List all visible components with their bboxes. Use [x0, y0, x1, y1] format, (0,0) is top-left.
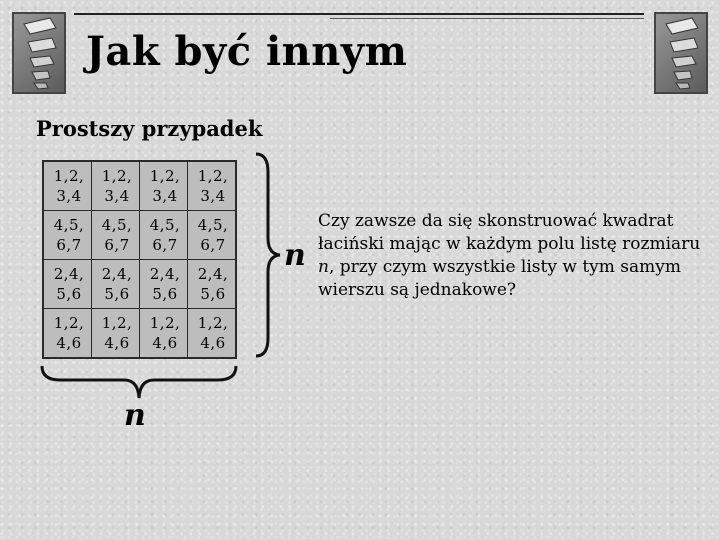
grid-cell — [188, 260, 237, 309]
bottom-brace — [38, 362, 240, 402]
cell-line-2: 3,4 — [56, 187, 82, 205]
cell-list — [140, 211, 187, 255]
grid-row — [43, 161, 236, 211]
cell-line-1: 1,2, — [149, 167, 181, 185]
cell-line-2: 6,7 — [56, 236, 82, 254]
cell-line-2: 6,7 — [200, 236, 226, 254]
cell-line-2: 3,4 — [152, 187, 178, 205]
cell-list — [44, 211, 91, 255]
cell-line-2: 5,6 — [104, 285, 130, 303]
cell-line-2: 5,6 — [56, 285, 82, 303]
cell-list — [92, 260, 139, 304]
bottom-brace-label: n — [124, 398, 146, 433]
slide-title: Jak być innym — [86, 28, 408, 75]
grid-cell — [92, 309, 140, 359]
grid-cell — [188, 161, 237, 211]
cell-list — [188, 309, 235, 353]
right-brace-label: n — [284, 238, 306, 273]
top-rule-secondary — [330, 18, 644, 19]
cell-list — [188, 211, 235, 255]
cell-line-2: 6,7 — [104, 236, 130, 254]
grid-row — [43, 260, 236, 309]
cell-line-2: 4,6 — [56, 334, 82, 352]
cell-list — [140, 162, 187, 206]
cell-line-2: 4,6 — [104, 334, 130, 352]
grid-cell — [140, 260, 188, 309]
grid-cell — [92, 260, 140, 309]
latin-square-grid — [42, 160, 237, 359]
cell-line-1: 1,2, — [53, 167, 85, 185]
cell-line-1: 1,2, — [197, 314, 229, 332]
grid-cell — [43, 260, 92, 309]
cell-line-1: 2,4, — [197, 265, 229, 283]
cell-list — [92, 309, 139, 353]
cell-list — [188, 162, 235, 206]
cell-list — [188, 260, 235, 304]
cell-line-1: 4,5, — [197, 216, 229, 234]
cell-line-2: 3,4 — [104, 187, 130, 205]
cell-list — [44, 309, 91, 353]
question-part-2: , przy czym wszystkie listy w tym samym wierszu są jednakowe? — [318, 257, 681, 300]
cell-line-1: 2,4, — [149, 265, 181, 283]
top-rule — [74, 13, 644, 15]
grid-cell — [92, 211, 140, 260]
cell-line-2: 4,6 — [200, 334, 226, 352]
cell-line-2: 5,6 — [200, 285, 226, 303]
grid-row — [43, 309, 236, 359]
grid-cell — [43, 211, 92, 260]
grid-cell — [92, 161, 140, 211]
cell-line-2: 4,6 — [152, 334, 178, 352]
grid-cell — [188, 309, 237, 359]
cell-line-1: 1,2, — [101, 314, 133, 332]
cell-line-1: 1,2, — [53, 314, 85, 332]
cell-line-1: 1,2, — [197, 167, 229, 185]
stacked-squares-logo-icon — [12, 12, 66, 94]
cell-list — [92, 211, 139, 255]
grid-cell — [140, 211, 188, 260]
right-brace — [252, 150, 282, 360]
question-variable: n — [318, 257, 329, 277]
grid-cell — [140, 309, 188, 359]
question-part-1: Czy zawsze da się skonstruować kwadrat łaciński mając w każdym polu listę rozmiaru — [318, 211, 701, 254]
cell-line-1: 1,2, — [101, 167, 133, 185]
cell-line-1: 1,2, — [149, 314, 181, 332]
cell-line-1: 4,5, — [53, 216, 85, 234]
grid-cell — [140, 161, 188, 211]
stacked-squares-logo-icon — [654, 12, 708, 94]
cell-line-1: 4,5, — [149, 216, 181, 234]
cell-list — [44, 260, 91, 304]
grid-cell — [188, 211, 237, 260]
grid-cell — [43, 309, 92, 359]
cell-line-1: 2,4, — [101, 265, 133, 283]
cell-line-2: 6,7 — [152, 236, 178, 254]
cell-list — [92, 162, 139, 206]
slide-subtitle: Prostszy przypadek — [36, 116, 263, 141]
grid-row — [43, 211, 236, 260]
grid-cell — [43, 161, 92, 211]
cell-line-1: 2,4, — [53, 265, 85, 283]
cell-line-1: 4,5, — [101, 216, 133, 234]
question-text — [318, 210, 718, 302]
cell-list — [44, 162, 91, 206]
cell-line-2: 5,6 — [152, 285, 178, 303]
cell-line-2: 3,4 — [200, 187, 226, 205]
cell-list — [140, 260, 187, 304]
cell-list — [140, 309, 187, 353]
